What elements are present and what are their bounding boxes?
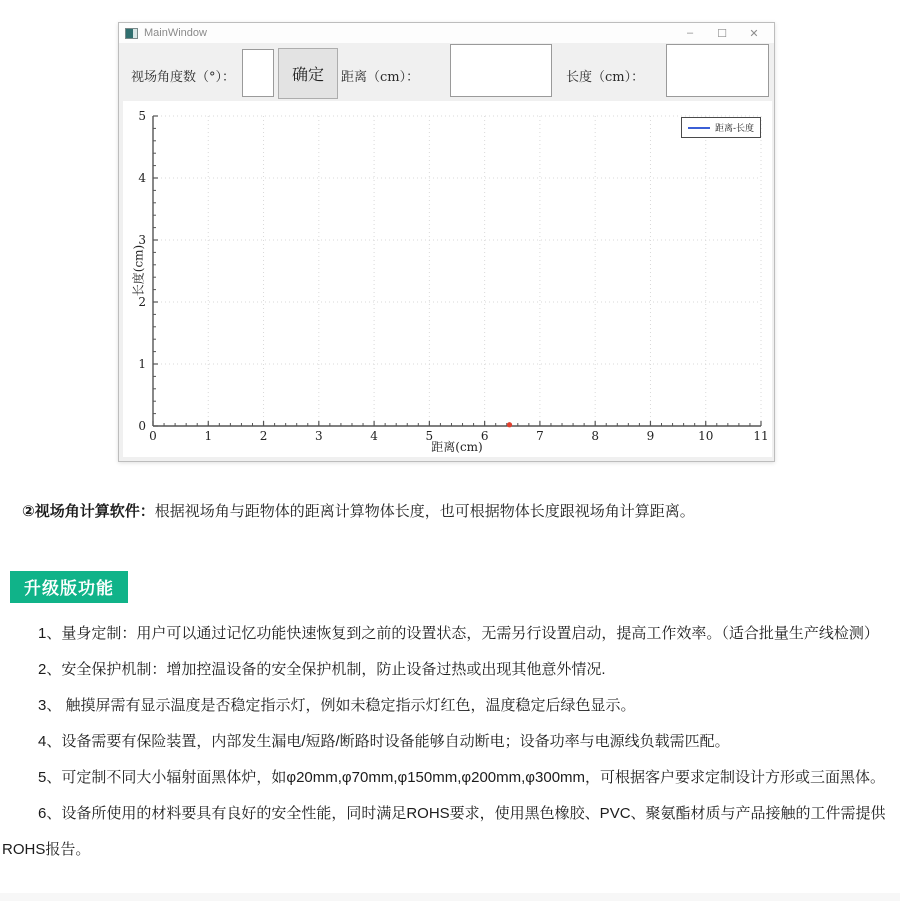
list-item: 3、 触摸屏需有显示温度是否稳定指示灯，例如未稳定指示灯红色，温度稳定后绿色显示。 (38, 697, 636, 714)
fov-input[interactable] (242, 49, 274, 97)
svg-text:2: 2 (138, 295, 146, 309)
fov-label: 视场角度数（°）： (131, 70, 236, 85)
svg-text:5: 5 (425, 429, 434, 443)
svg-text:9: 9 (646, 429, 655, 443)
svg-text:6: 6 (480, 429, 489, 443)
length-input[interactable] (666, 44, 769, 97)
main-window (118, 22, 775, 462)
close-icon[interactable]: ✕ (749, 27, 759, 40)
confirm-button[interactable]: 确定 (278, 48, 338, 99)
maximize-icon[interactable]: ☐ (717, 27, 727, 40)
software-description (22, 500, 882, 524)
list-item: 5、可定制不同大小辐射面黑体炉，如φ20mm,φ70mm,φ150mm,φ200mm,φ300mm，可根据客户要求定制设计方形或三面黑体。 (38, 769, 886, 786)
distance-label: 距离（cm）： (341, 70, 420, 85)
svg-text:4: 4 (138, 171, 146, 185)
svg-text:0: 0 (138, 419, 146, 433)
svg-text:1: 1 (204, 429, 213, 443)
list-item: 6、设备所使用的材料要具有良好的安全性能，同时满足ROHS要求，使用黑色橡胶、PVC、聚氨酯材质与产品接触的工件需提供ROHS报告。 (2, 805, 886, 858)
title-bar[interactable] (119, 23, 774, 43)
chart-plot (123, 101, 772, 457)
x-axis-label: 距离(cm) (431, 440, 483, 454)
app-icon (125, 28, 138, 39)
svg-text:5: 5 (138, 109, 146, 123)
svg-text:8: 8 (591, 429, 600, 443)
window-title: MainWindow (144, 27, 207, 39)
feature-list (2, 616, 898, 868)
chart-canvas (123, 101, 772, 457)
svg-text:11: 11 (753, 429, 769, 443)
distance-input[interactable] (450, 44, 552, 97)
minimize-icon[interactable]: – (686, 27, 694, 39)
svg-text:0: 0 (149, 429, 157, 443)
svg-text:4: 4 (370, 429, 378, 443)
description-prefix: ②视场角计算软件： (22, 503, 155, 520)
svg-text:1: 1 (138, 357, 146, 371)
description-text: 根据视场角与距物体的距离计算物体长度，也可根据物体长度跟视场角计算距离。 (154, 503, 695, 520)
legend-label: 距离-长度 (714, 124, 754, 134)
chart-legend (681, 117, 761, 138)
y-axis-label: 长度(cm) (131, 244, 146, 297)
legend-line-icon (688, 127, 710, 129)
page-footer-strip (0, 893, 900, 901)
upgrade-features-badge: 升级版功能 (10, 571, 128, 603)
svg-text:10: 10 (698, 429, 714, 443)
window-controls (674, 23, 770, 43)
length-label: 长度（cm）： (566, 70, 645, 85)
svg-text:2: 2 (259, 429, 268, 443)
svg-text:3: 3 (314, 429, 323, 443)
list-item: 1、量身定制：用户可以通过记忆功能快速恢复到之前的设置状态，无需另行设置启动，提高工作效率。（适合批量生产线检测） (38, 625, 879, 642)
list-item: 4、设备需要有保险装置，内部发生漏电/短路/断路时设备能够自动断电；设备功率与电源线负载需匹配。 (38, 733, 730, 750)
svg-text:7: 7 (536, 429, 544, 443)
svg-text:3: 3 (138, 233, 146, 247)
list-item: 2、安全保护机制：增加控温设备的安全保护机制，防止设备过热或出现其他意外情况. (38, 661, 606, 678)
